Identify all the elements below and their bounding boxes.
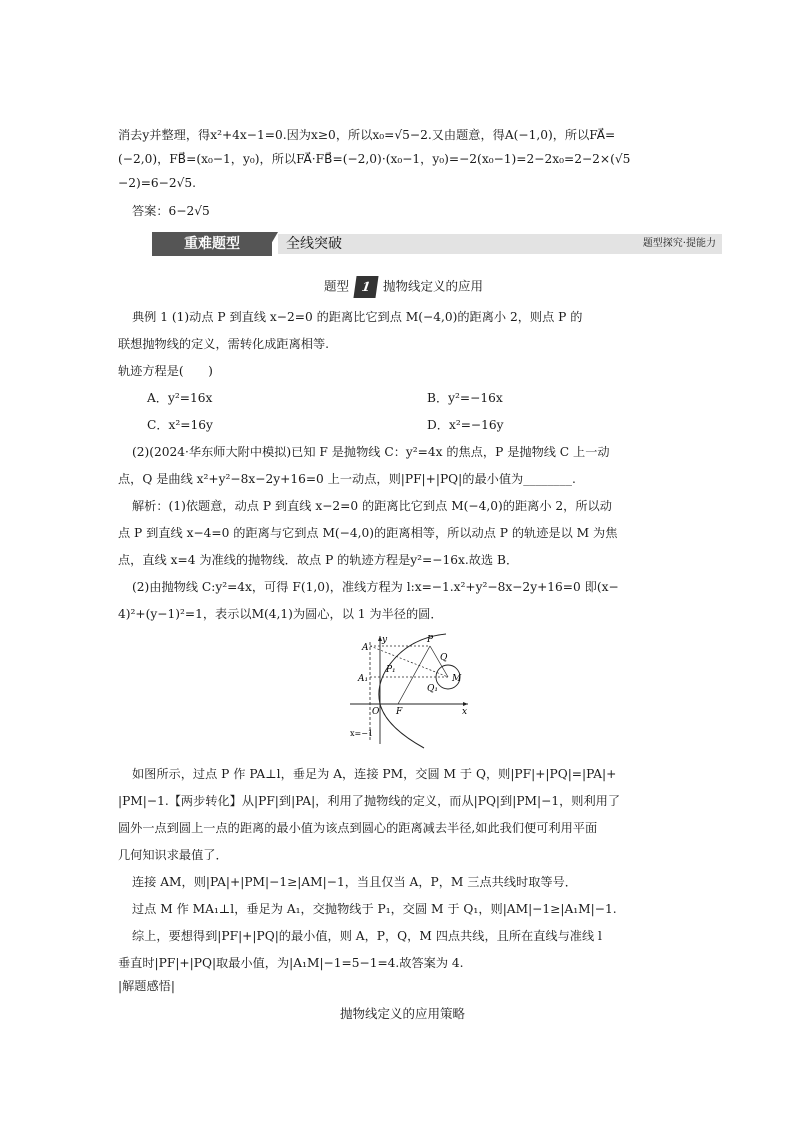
- solution-line-10: 连接 AM，则|PA|+|PM|−1≥|AM|−1，当且仅当 A，P，M 三点共线时取等号．: [132, 875, 577, 889]
- topic-title: 抛物线定义的应用: [383, 278, 484, 294]
- solution-line-12: 综上，要想得到|PF|+|PQ|的最小值，则 A，P，Q，M 四点共线，且所在直线与准线 l: [132, 929, 602, 943]
- example-line-2: 轨迹方程是( ): [118, 364, 213, 378]
- label-q: Q: [440, 653, 448, 663]
- option-c: C．x²=16y: [147, 418, 213, 432]
- solution-line-11: 过点 M 作 MA₁⊥l，垂足为 A₁，交抛物线于 P₁，交圆 M 于 Q₁，则|AM|−1≥|A₁M|−1.: [132, 902, 617, 916]
- topic-heading: [324, 276, 483, 298]
- label-a: A: [362, 643, 369, 653]
- line-pf: [398, 646, 430, 704]
- solution-line-7: |PM|−1.【两步转化】从|PF|到|PA|，利用了抛物线的定义，而从|PQ|到|PM|−1，则利用了: [118, 794, 621, 808]
- solution-line-1: 解析：(1)依题意，动点 P 到直线 x−2=0 的距离比它到点 M(−4,0)的距离小 2，所以动: [132, 499, 612, 513]
- label-a1: A₁: [358, 674, 369, 684]
- q2-line-2: 点，Q 是曲线 x²+y²−8x−2y+16=0 上一动点，则|PF|+|PQ|的最小值为________.: [118, 472, 576, 486]
- label-o: O: [372, 707, 380, 717]
- banner-dark-label: 重难题型: [152, 232, 272, 256]
- answer-line: 答案：6−2√5: [132, 204, 210, 218]
- prev-solution-line-3: −2)=6−2√5.: [118, 176, 197, 190]
- topic-number-badge: 1: [353, 276, 378, 298]
- solution-line-9: 几何知识求最值了．: [118, 848, 228, 862]
- topic-prefix: 题型: [324, 278, 350, 294]
- label-f: F: [396, 707, 403, 717]
- solution-line-2: 点 P 到直线 x−4=0 的距离与它到点 M(−4,0)的距离相等，所以动点 P 的轨迹是以 M 为焦: [118, 526, 618, 540]
- example-line-1: 典例 1 (1)动点 P 到直线 x−2=0 的距离比它到点 M(−4,0)的距离小 2，则点 P 的: [132, 310, 583, 324]
- x-axis-arrow: [463, 702, 468, 706]
- example-note: 联想抛物线的定义，需转化成距离相等.: [118, 337, 330, 351]
- insight-label: |解题感悟|: [118, 979, 175, 993]
- banner-subtitle: 全线突破: [286, 236, 342, 252]
- section-banner: [152, 232, 722, 256]
- parabola-figure: [346, 632, 472, 752]
- label-y: y: [382, 635, 388, 645]
- banner-slant: [264, 232, 278, 256]
- option-b: B．y²=−16x: [427, 391, 503, 405]
- label-p1: P₁: [386, 665, 396, 675]
- strategy-title: 抛物线定义的应用策略: [340, 1006, 466, 1021]
- solution-line-8: 圆外一点到圆上一点的距离的最小值为该点到圆心的距离减去半径,如此我们便可利用平面: [118, 821, 598, 835]
- option-d: D．x²=−16y: [427, 418, 504, 432]
- label-directrix: x=−1: [350, 729, 374, 738]
- banner-right-tag: 题型探究·提能力: [642, 238, 716, 249]
- label-x: x: [462, 707, 468, 717]
- solution-line-6: 如图所示，过点 P 作 PA⊥l，垂足为 A，连接 PM，交圆 M 于 Q，则|PF|+|PQ|=|PA|+: [132, 767, 617, 781]
- label-q1: Q₁: [427, 684, 438, 694]
- prev-solution-line-2: (−2,0)，FB⃗=(x₀−1，y₀)，所以FA⃗·FB⃗=(−2,0)·(x₀−1，y₀)=−2(x₀−1)=2−2x₀=2−2×(√5: [118, 152, 631, 166]
- label-m: M: [452, 674, 462, 684]
- label-p: P: [427, 635, 434, 645]
- option-a: A．y²=16x: [147, 391, 213, 405]
- line-am: [370, 646, 448, 677]
- prev-solution-line-1: 消去y并整理，得x²+4x−1=0.因为x≥0，所以x₀=√5−2.又由题意，得A(−1,0)，所以FA⃗=: [118, 128, 616, 142]
- solution-line-13: 垂直时|PF|+|PQ|取最小值，为|A₁M|−1=5−1=4.故答案为 4.: [118, 956, 464, 970]
- solution-line-4: (2)由抛物线 C:y²=4x，可得 F(1,0)，准线方程为 l:x=−1.x²+y²−8x−2y+16=0 即(x−: [132, 580, 619, 594]
- solution-line-5: 4)²+(y−1)²=1，表示以M(4,1)为圆心，以 1 为半径的圆．: [118, 607, 443, 621]
- q2-line-1: (2)(2024·华东师大附中模拟)已知 F 是抛物线 C：y²=4x 的焦点，P 是抛物线 C 上一动: [132, 445, 610, 459]
- solution-line-3: 点，直线 x=4 为准线的抛物线．故点 P 的轨迹方程是y²=−16x.故选 B．: [118, 553, 519, 567]
